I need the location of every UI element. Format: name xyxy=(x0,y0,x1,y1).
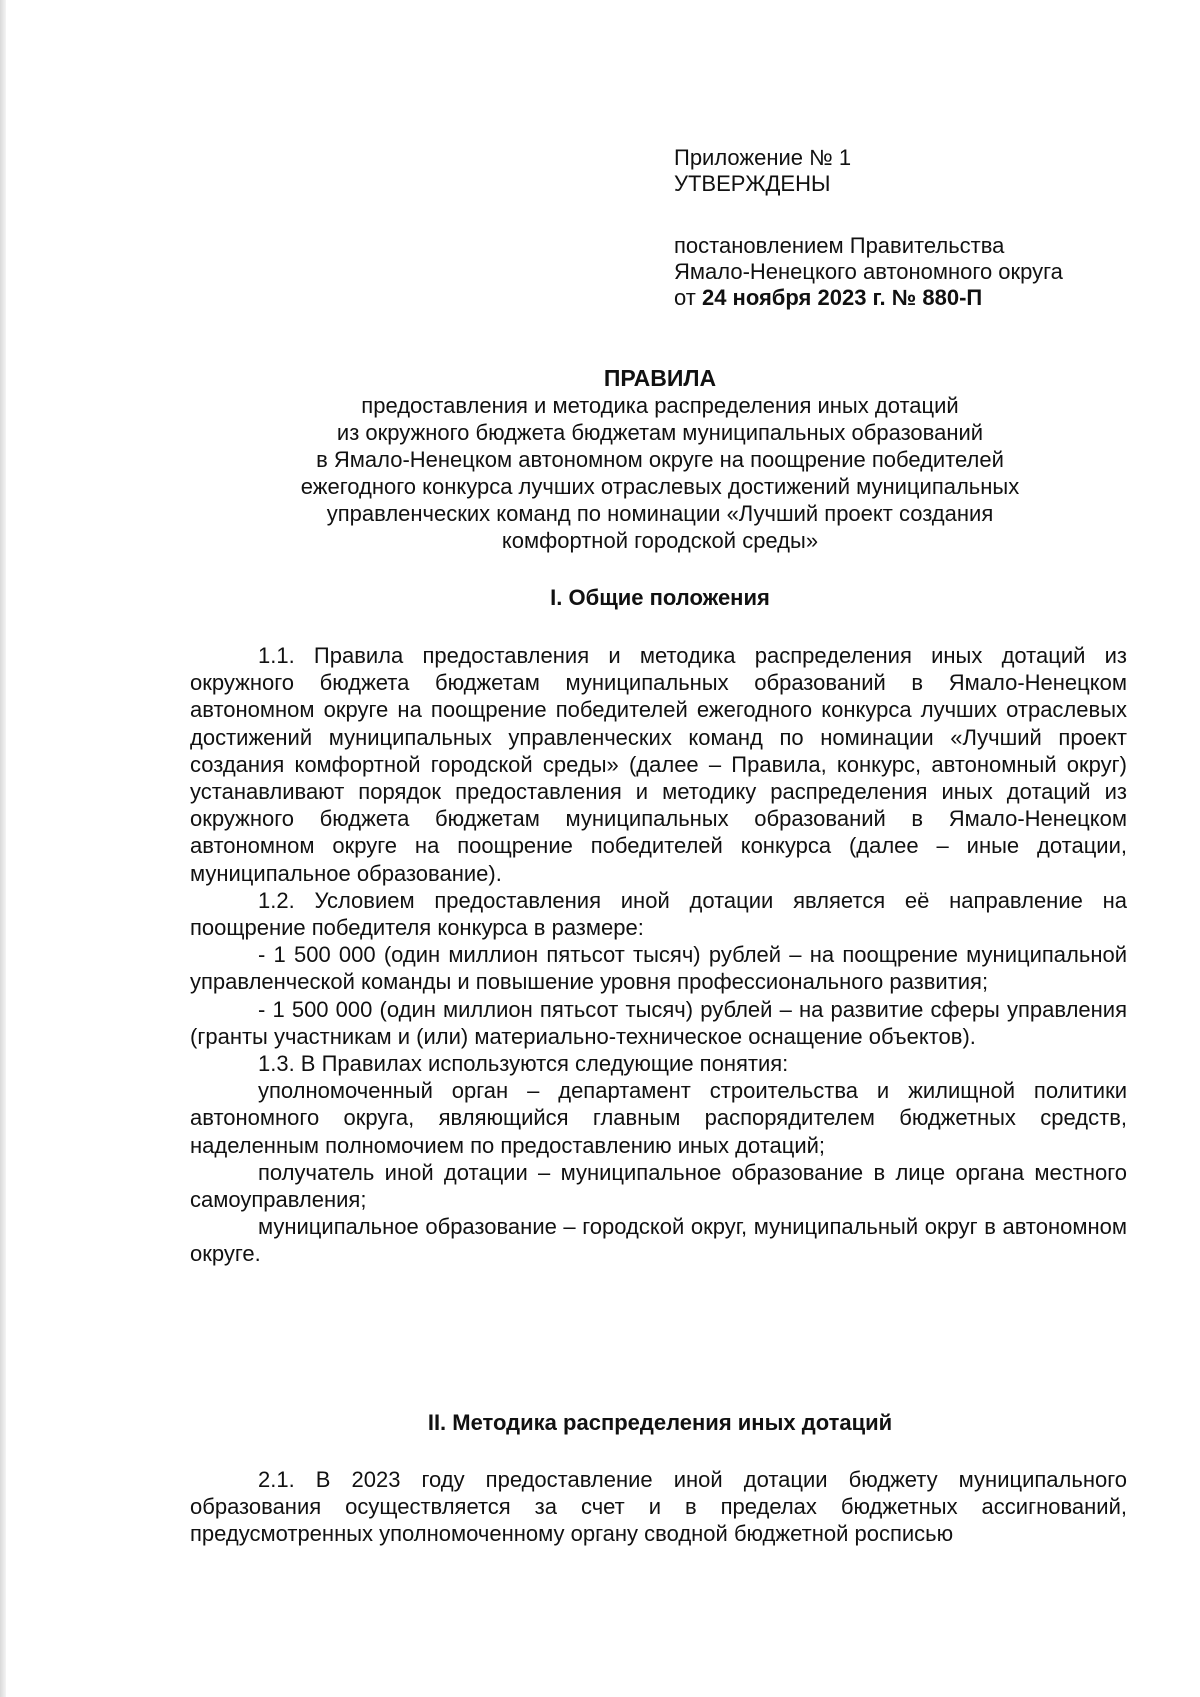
section-methodology-body xyxy=(190,1466,1127,1548)
title-line: ежегодного конкурса лучших отраслевых достижений муниципальных xyxy=(300,474,1020,499)
decree-date-number: 24 ноября 2023 г. № 880-П xyxy=(701,285,983,310)
document-title: ПРАВИЛА xyxy=(603,365,717,391)
approval-block xyxy=(674,145,1154,311)
government-name: Ямало-Ненецкого автономного округа xyxy=(674,259,1063,284)
section-heading-methodology: II. Методика распределения иных дотаций xyxy=(427,1410,893,1435)
paragraph-1-3: 1.3. В Правилах используются следующие понятия: xyxy=(258,1051,789,1077)
title-line: из окружного бюджета бюджетам муниципальных образований xyxy=(336,420,984,445)
section-heading-general: I. Общие положения xyxy=(550,585,770,610)
approved-label: УТВЕРЖДЕНЫ xyxy=(674,171,831,196)
decree-date-line xyxy=(674,285,1154,311)
paragraph-1-2: 1.2. Условием предоставления иной дотации является её направление на поощрение победителя конкурса в размере: xyxy=(190,887,1127,941)
appendix-number: Приложение № 1 xyxy=(674,145,852,170)
title-line: предоставления и методика распределения иных дотаций xyxy=(361,393,959,418)
title-line: комфортной городской среды» xyxy=(501,528,819,553)
document-title-block xyxy=(190,365,1130,554)
definition-municipality: муниципальное образование – городской округ, муниципальный округ в автономном округе. xyxy=(190,1214,1127,1267)
list-item-amount-team: - 1 500 000 (один миллион пятьсот тысяч) рублей – на поощрение муниципальной управленческой команды и повышение уровня профессионального развития; xyxy=(190,942,1127,995)
title-line: управленческих команд по номинации «Лучший проект создания xyxy=(326,501,994,526)
section-general-body xyxy=(190,642,1127,1268)
decree-date-prefix: от xyxy=(674,285,696,310)
paragraph-1-1: 1.1. Правила предоставления и методика распределения иных дотаций из окружного бюджета бюджетам муниципальных образований в Ямало-Ненецком автономном округе на поощрение победителей ежегодного конкурса лучших отраслевых достижений муниципальных управленческих команд по номинации «Лучший проект создания комфортной городской среды» (далее – Правила, конкурс, автономный округ) устанавливают порядок предоставления и методику распределения иных дотаций из окружного бюджета бюджетам муниципальных образований в Ямало-Ненецком автономном округе на поощрение победителей конкурса (далее – иные дотации, муниципальное образование). xyxy=(190,643,1127,886)
definition-authorized-body: уполномоченный орган – департамент строительства и жилищной политики автономного округа, являющийся главным распорядителем бюджетных средств, наделенным полномочием по предоставлению иных дотаций; xyxy=(190,1078,1127,1158)
title-line: в Ямало-Ненецком автономном округе на поощрение победителей xyxy=(316,447,1004,472)
decree-label: постановлением Правительства xyxy=(674,233,1005,258)
paragraph-2-1: 2.1. В 2023 году предоставление иной дотации бюджету муниципального образования осуществляется за счет и в пределах бюджетных ассигнований, предусмотренных уполномоченному органу сводной бюджетной росписью xyxy=(190,1467,1127,1547)
approval-gap xyxy=(674,197,1154,233)
list-item-amount-management: - 1 500 000 (один миллион пятьсот тысяч) рублей – на развитие сферы управления (гранты участникам и (или) материально-техническое оснащение объектов). xyxy=(190,996,1127,1049)
definition-recipient: получатель иной дотации – муниципальное образование в лице органа местного самоуправления; xyxy=(190,1159,1127,1213)
